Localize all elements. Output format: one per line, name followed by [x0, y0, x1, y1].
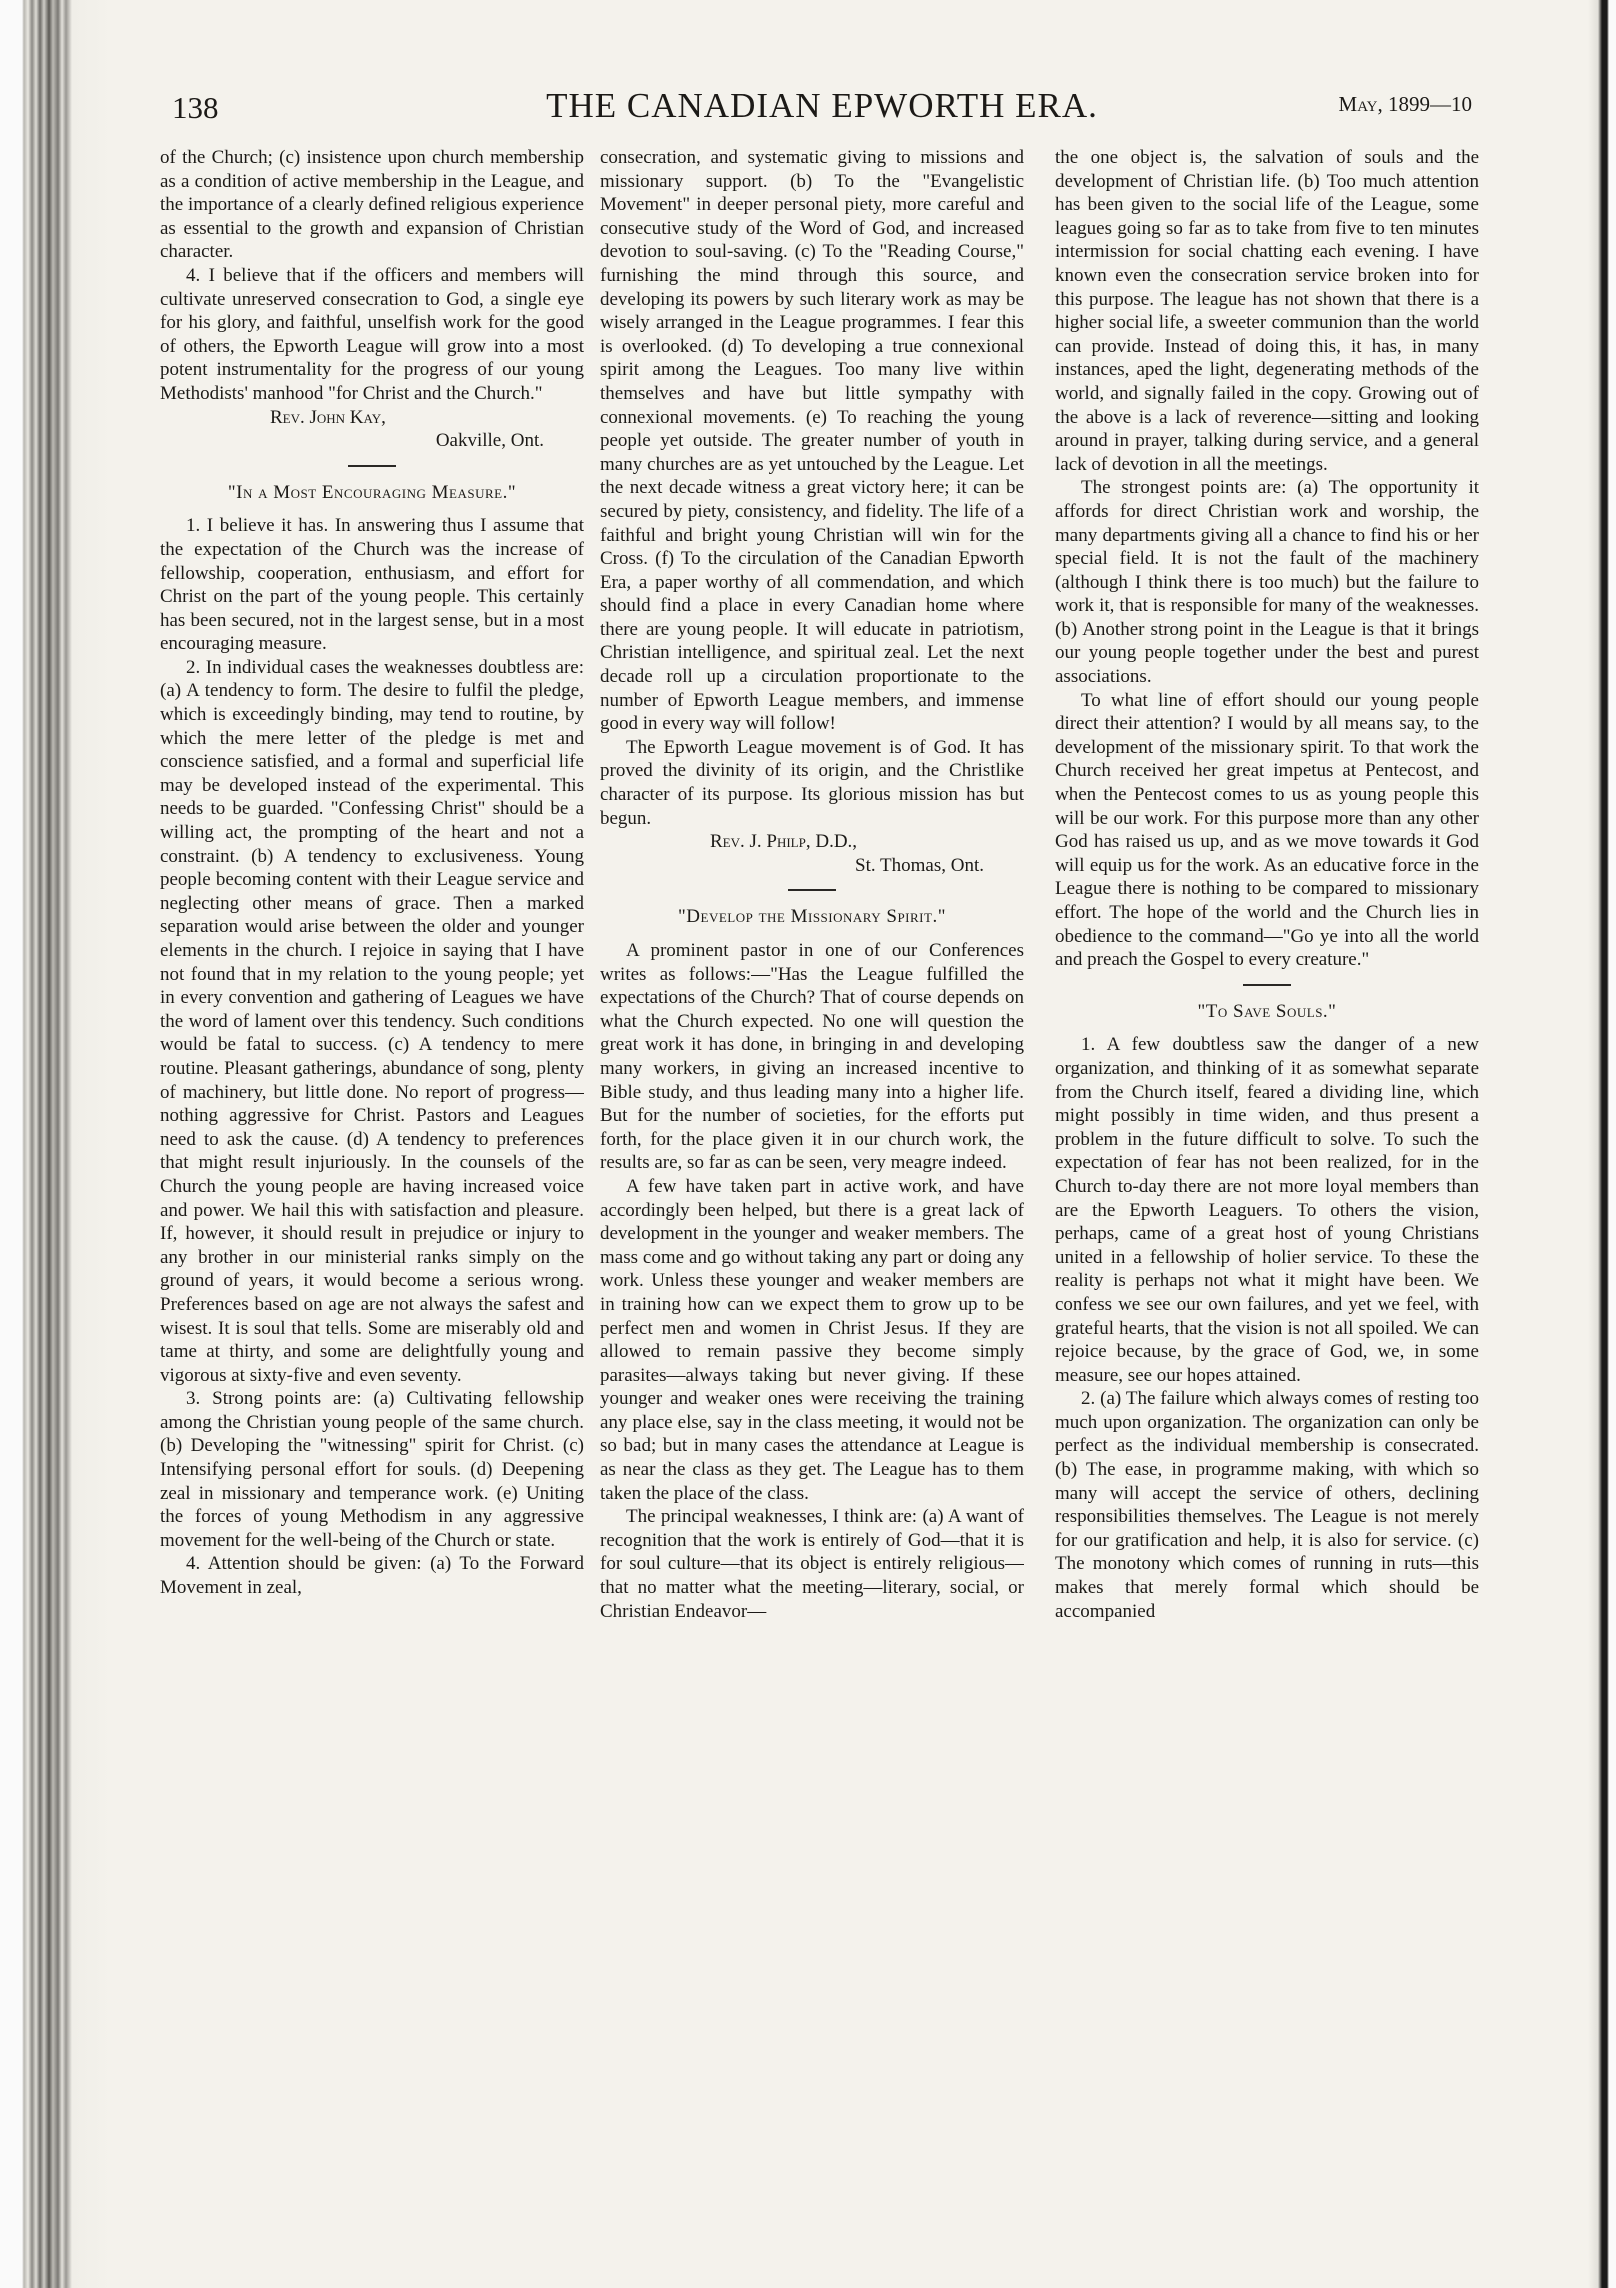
paragraph: The principal weaknesses, I think are: (a) A want of recognition that the work is entirely of God—that it is for soul culture—that its object is entirely religious—that no matter what the meeting—literary, social, or Christian Endeavor—	[600, 1506, 1024, 1622]
section-heading: "Develop the Missionary Spirit."	[678, 906, 946, 928]
journal-title: THE CANADIAN EPWORTH ERA.	[546, 86, 1098, 125]
paragraph: 2. (a) The failure which always comes of resting too much upon organization. The organization can only be perfect as the individual membership is consecrated. (b) The ease, in programme making, with which so many will accept the service of others, declining responsibilities themselves. The League is not merely for our gratification and help, it is also for service. (c) The monotony which comes of running in ruts—this makes that merely formal which should be accompanied	[1055, 1388, 1479, 1622]
paragraph: To what line of effort should our young people direct their attention? I would by all means say, to the development of the missionary spirit. To that work the Church received her great impetus at Pentecost, and when the Pentecost comes to us as young people this will be our work. For this purpose more than any other God has raised us up, and as we move towards it God will equip us for the work. As an educative force in the League there is nothing to be compared to missionary effort. The hope of the world and the Church lies in obedience to the command—"Go ye into all the world and preach the Gospel to every creature."	[1055, 689, 1479, 971]
paragraph: 3. Strong points are: (a) Cultivating fellowship among the Christian young people of the same church. (b) Developing the "witnessing" spirit for Christ. (c) Intensifying personal effort for souls. (d) Deepening zeal in missionary and temperance work. (e) Uniting the forces of young Methodism in any aggressive movement for the well-being of the Church or state.	[160, 1388, 584, 1551]
section-divider	[1243, 984, 1291, 986]
paragraph: consecration, and systematic giving to missions and missionary support. (b) To the "Evangelistic Movement" in deeper personal piety, more careful and consecutive study of the Word of God, and increased devotion to soul-saving. (c) To the "Reading Course," furnishing the mind through this source, and developing its powers by such literary work as may be wisely arranged in the League programmes. I fear this is overlooked. (d) To developing a true connexional spirit among the Leagues. Too many live within themselves and have but little sympathy with connexional movements. (e) To reaching the young people yet outside. The greater number of youth in many churches are as yet untouched by the League. Let the next decade witness a great victory here; it can be secured by piety, consistency, and fidelity. The life of a faithful and bright young Christian will win for the Cross. (f) To the circulation of the Canadian Epworth Era, a paper worthy of all commendation, and which should find a place in every Canadian home where there are young people. It will educate in patriotism, Christian intelligence, and spiritual zeal. Let the next decade roll up a circulation proportionate to the number of Epworth League members, and immense good in every way will follow!	[600, 147, 1024, 735]
page-number: 138	[172, 90, 219, 125]
paragraph: A few have taken part in active work, and have accordingly been helped, but there is a great lack of development in the younger and weaker members. The mass come and go without taking any part or doing any work. Unless these younger and weaker members are in training how can we expect them to grow up to be perfect men and women in Christ Jesus. If they are allowed to remain passive they become simply parasites—always taking but never giving. If these younger and weaker ones were receiving the training any place else, say in the class meeting, it would not be so bad; but in many cases the attendance at League is as near the class as they get. The League has to them taken the place of the class.	[600, 1175, 1024, 1504]
paragraph: the one object is, the salvation of souls and the development of Christian life. (b) Too much attention has been given to the social life of the League, some leagues going so far as to take from five to ten minutes intermission for social chatting each evening. I have known even the consecration service broken into for this purpose. The league has not shown that there is a higher social life, a sweeter communion than the world can provide. Instead of doing this, it has, in many instances, aped the light, degenerating methods of the world, and signally failed in the copy. Growing out of the above is a lack of reverence—sitting and looking around in prayer, talking during service, and a general lack of devotion in all the meetings.	[1055, 147, 1479, 475]
section-divider	[348, 465, 396, 467]
column-3	[1055, 146, 1479, 2256]
paragraph: The Epworth League movement is of God. It has proved the divinity of its origin, and the Christlike character of its purpose. Its glorious mission has but begun.	[600, 736, 1024, 829]
column-1	[160, 146, 584, 2256]
running-header	[172, 84, 1472, 134]
signature-name: Rev. J. Philp, D.D.,	[710, 831, 858, 853]
signature-place: Oakville, Ont.	[435, 430, 544, 452]
paragraph: 4. Attention should be given: (a) To the Forward Movement in zeal,	[160, 1553, 584, 1599]
signature-place: St. Thomas, Ont.	[855, 854, 984, 876]
section-heading: "In a Most Encouraging Measure."	[227, 481, 517, 503]
paragraph: 2. In individual cases the weaknesses doubtless are: (a) A tendency to form. The desire to fulfil the pledge, which is exceedingly binding, may tend to routine, by which the mere letter of the pledge is met and conscience satisfied, and a formal and superficial life may be developed instead of the experimental. This needs to be guarded. "Confessing Christ" should be a willing act, the prompting of the heart and not a constraint. (b) A tendency to exclusiveness. Young people becoming content with their League service and neglecting other means of grace. Then a marked separation would arise between the older and younger elements in the church. I rejoice in saying that I have not found that in my relation to the young people; yet in every convention and gathering of Leagues we have the word of lament over this tendency. Such conditions would be fatal to success. (c) A tendency to mere routine. Pleasant gatherings, abundance of song, plenty of machinery, but little done. No report of progress—nothing aggressive for Christ. Pastors and Leagues need to ask the cause. (d) A tendency to preferences that might result injuriously. In the counsels of the Church the young people are having increased voice and power. We hail this with satisfaction and pleasure. If, however, it should result in prejudice or injury to any brother in our ministerial ranks simply on the ground of years, it would become a serious wrong. Preferences based on age are not always the safest and wisest. It is soul that tells. Some are miserably old and tame at thirty, and some are delightfully young and vigorous at sixty-five and even seventy.	[160, 656, 584, 1386]
signature-name: Rev. John Kay,	[270, 406, 386, 428]
section-heading: "To Save Souls."	[1197, 1000, 1337, 1022]
paragraph: 1. A few doubtless saw the danger of a new organization, and thinking of it as somewhat separate from the Church itself, feared a dividing line, which might possibly in time widen, and thus present a problem in the future difficult to solve. To such the expectation of fear has not been realized, for in the Church to-day there are not more loyal members than are the Epworth Leaguers. To others the vision, perhaps, came of a great host of young Christians united in a fellowship of holier service. To these the reality is perhaps not what it might have been. We confess we see our own failures, and yet we feel, with grateful hearts, that the vision is not all spoiled. We can rejoice because, by the grace of God, we, in some measure, see our hopes attained.	[1055, 1034, 1479, 1386]
paragraph: of the Church; (c) insistence upon church membership as a condition of active membership in the League, and the importance of a clearly defined religious experience as essential to the growth and expansion of Christian character.	[160, 147, 584, 263]
page-gutter-edge	[0, 0, 112, 2288]
paragraph: 1. I believe it has. In answering thus I assume that the expectation of the Church was the increase of fellowship, cooperation, enthusiasm, and effort for Christ on the part of the young people. This certainly has been secured, not in the largest sense, but in a most encouraging measure.	[160, 515, 584, 655]
issue-date: May, 1899—10	[1338, 92, 1472, 116]
paragraph: A prominent pastor in one of our Conferences writes as follows:—"Has the League fulfilled the expectations of the Church? That of course depends on what the Church expected. No one will question the great work it has done, in bringing in and developing many workers, in giving an increased incentive to Bible study, and thus leading many into a higher life. But for the number of societies, for the efforts put forth, for the place given it in our church work, the results are, so far as can be seen, very meagre indeed.	[600, 940, 1024, 1174]
column-2	[600, 146, 1024, 2256]
page-right-edge	[1588, 0, 1616, 2288]
paragraph: The strongest points are: (a) The opportunity it affords for direct Christian work and worship, the many departments giving all a chance to find his or her special field. It is not the fault of the machinery (although I think there is too much) but the failure to work it, that is responsible for many of the weaknesses. (b) Another strong point in the League is that it brings our young people together under the best and purest associations.	[1055, 477, 1479, 688]
paragraph: 4. I believe that if the officers and members will cultivate unreserved consecration to God, a single eye for his glory, and faithful, unselfish work for the good of others, the Epworth League will grow into a most potent instrumentality for the progress of our young Methodists' manhood "for Christ and the Church."	[160, 264, 584, 404]
section-divider	[788, 889, 836, 891]
